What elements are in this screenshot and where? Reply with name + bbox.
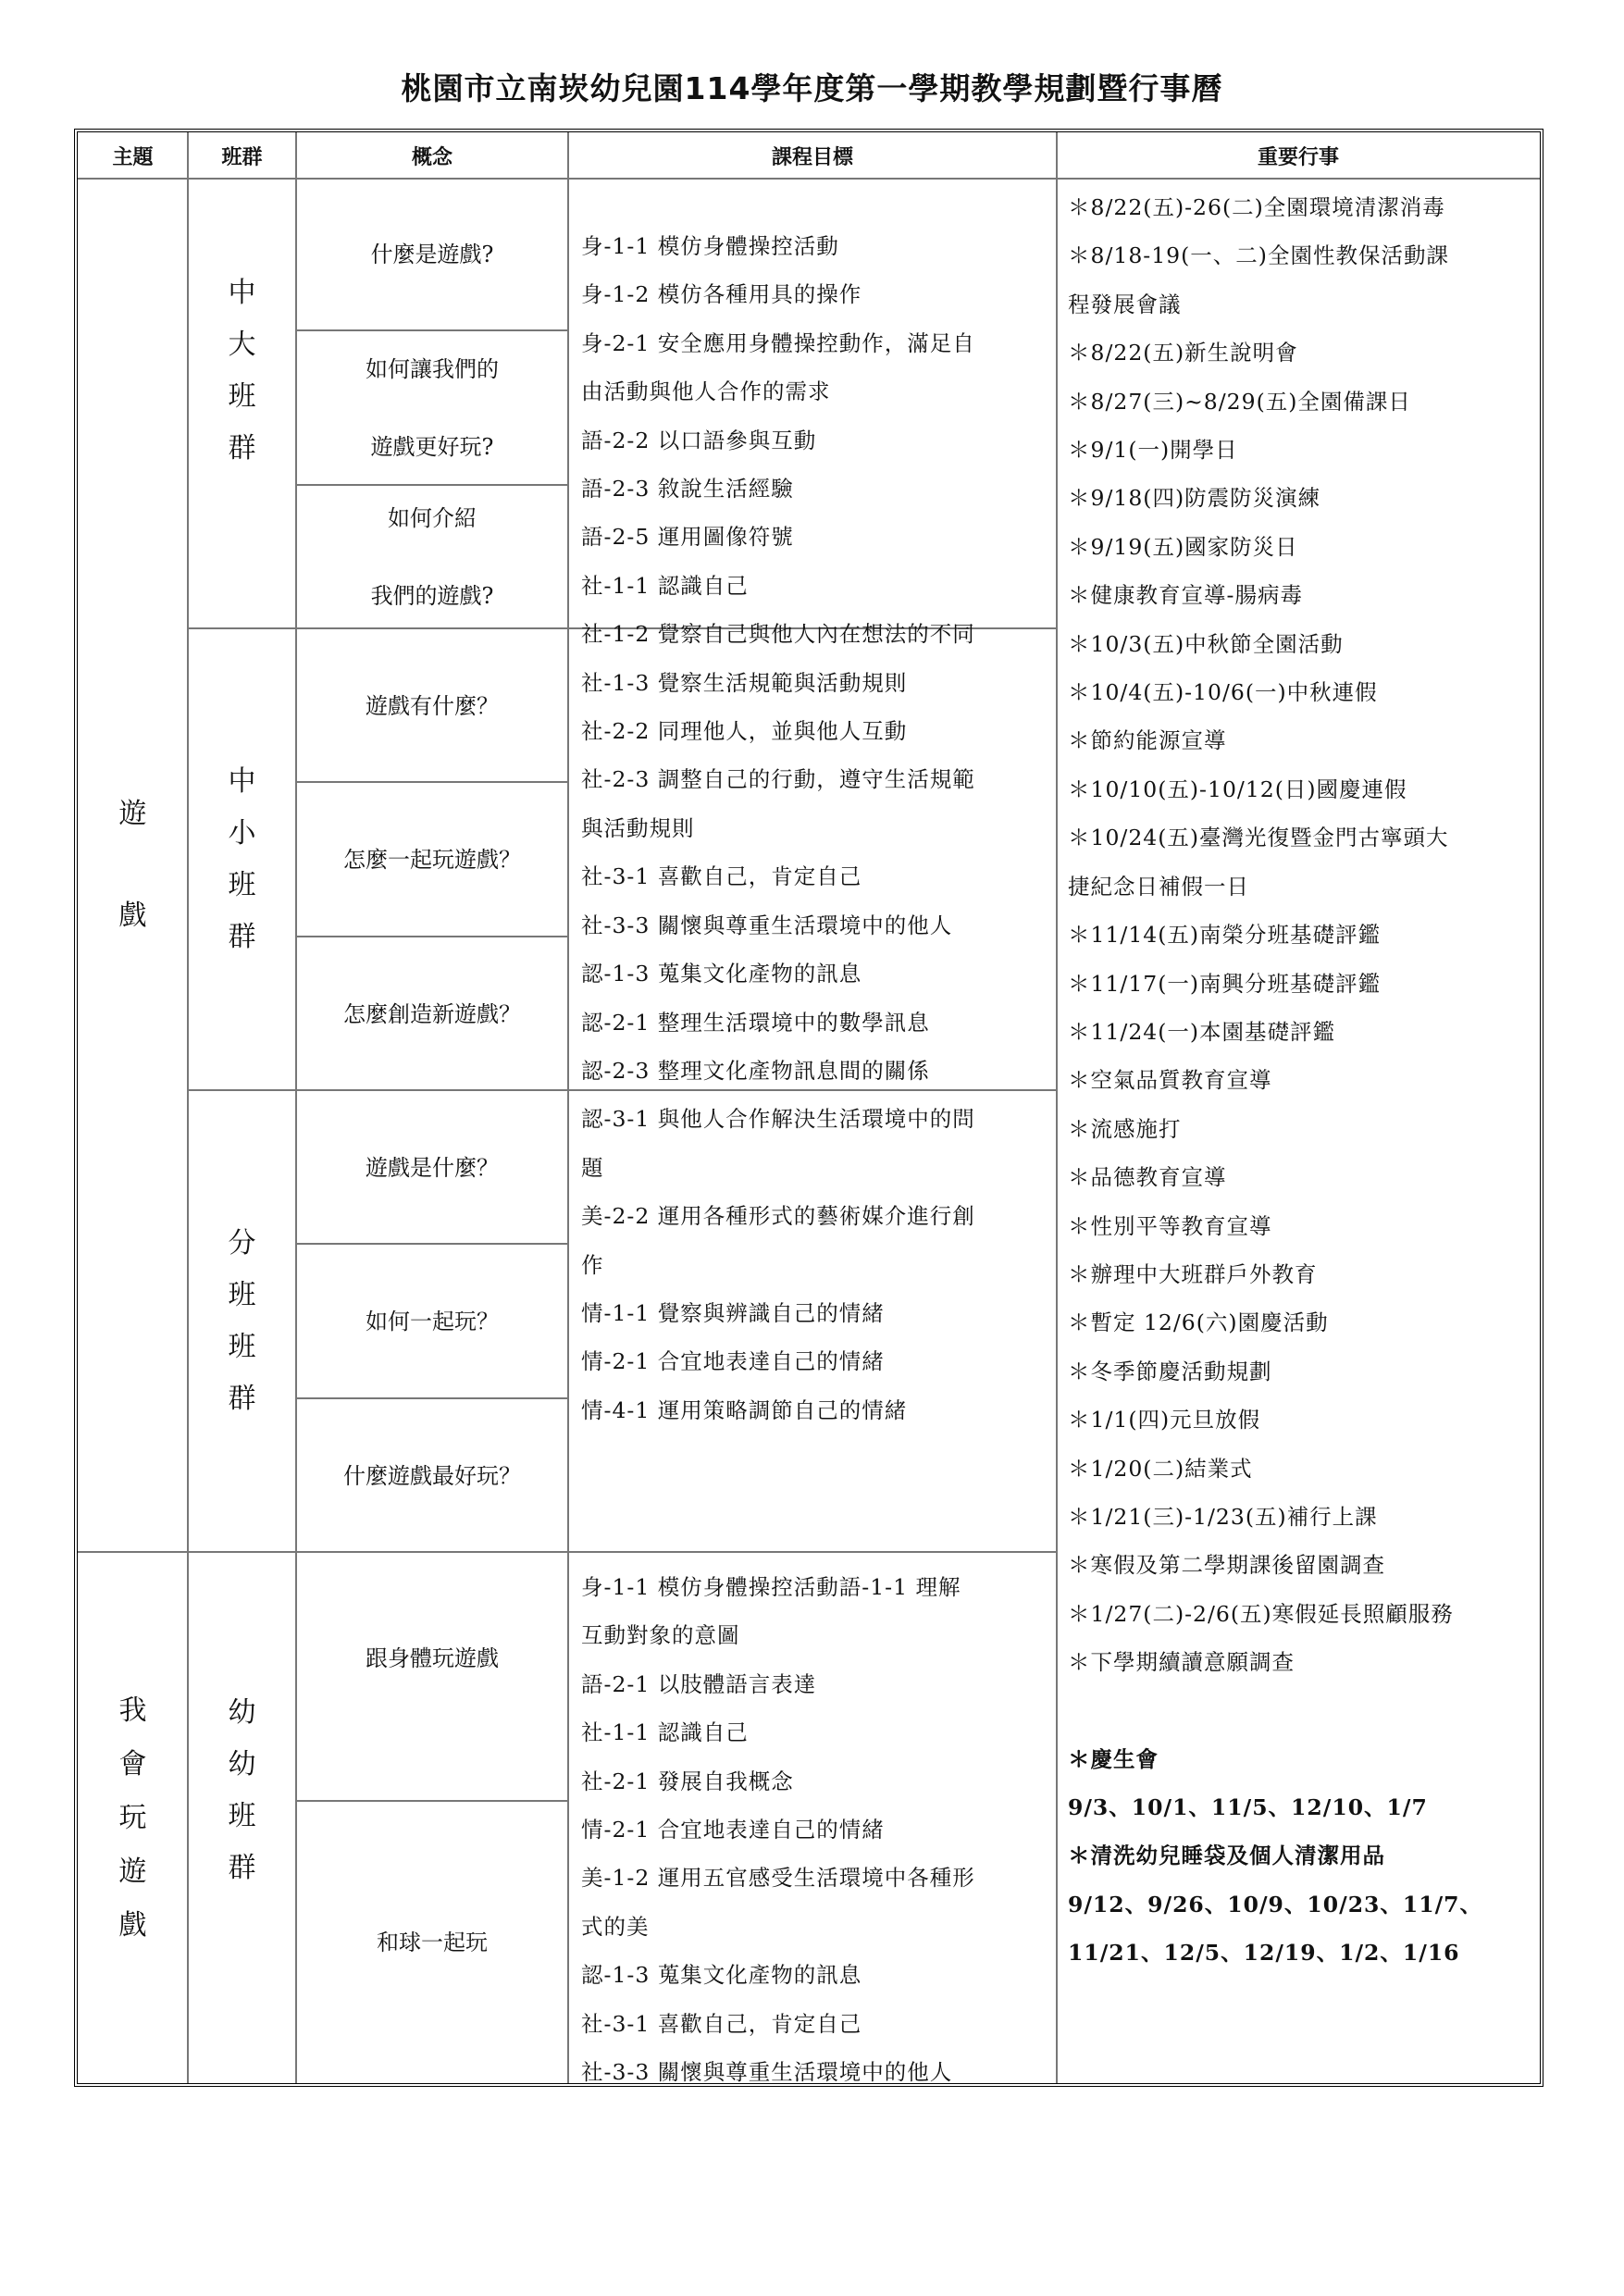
concept-text: 遊戲有什麼？ (366, 692, 499, 719)
concept-text: 怎麼一起玩遊戲？ (343, 847, 521, 873)
page-title: 桃園市立南崁幼兒園114學年度第一學期教學規劃暨行事曆 (401, 70, 1223, 106)
group-char: 中 (228, 765, 256, 798)
course-goal-line: 社-3-3 關懷與尊重生活環境中的他人 (581, 912, 953, 938)
event-line: ＊10/24(五)臺灣光復暨金門古寧頭大 (1068, 825, 1449, 851)
class-group-cell (188, 629, 296, 1090)
event-line: ＊暫定 12/6(六)園慶活動 (1068, 1309, 1329, 1336)
class-group-cell (188, 179, 296, 628)
event-line: ＊11/17(一)南興分班基礎評鑑 (1068, 970, 1382, 997)
event-line: ＊寒假及第二學期課後留園調查 (1068, 1552, 1385, 1579)
course-goal-line: 情-2-1 合宜地表達自己的情緒 (581, 1348, 885, 1375)
course-goal-line: 認-3-1 與他人合作解決生活環境中的問 (581, 1106, 975, 1133)
event-line: ＊品德教育宣導 (1068, 1164, 1227, 1191)
event-extra-line: 11/21、12/5、12/19、1/2、1/16 (1068, 1940, 1460, 1967)
course-goal-line: 情-1-1 覺察與辨識自己的情緒 (581, 1299, 885, 1326)
events-list (1068, 183, 1482, 1978)
concept-text: 和球一起玩 (377, 1930, 488, 1955)
course-goal-line: 社-2-3 調整自己的行動，遵守生活規範 (581, 766, 975, 793)
course-goal-line: 美-1-2 運用五官感受生活環境中各種形 (581, 1865, 975, 1892)
event-line: ＊10/10(五)-10/12(日)國慶連假 (1068, 776, 1407, 802)
concept-cell (296, 486, 568, 628)
course-goal-line: 美-2-2 運用各種形式的藝術媒介進行創 (581, 1203, 975, 1230)
group-char: 幼 (228, 1695, 256, 1729)
course-goal-line: 語-2-2 以口語參與互動 (581, 427, 817, 453)
theme-char: 玩 (118, 1801, 147, 1834)
course-goal-line: 語-2-5 運用圖像符號 (581, 524, 794, 551)
group-char: 分 (228, 1227, 256, 1260)
theme-char: 遊 (118, 1855, 147, 1888)
event-line: ＊8/18-19(一、二)全園性教保活動課 (1068, 242, 1449, 269)
event-extra-line: ＊慶生會 (1068, 1745, 1159, 1772)
event-line: ＊11/24(一)本園基礎評鑑 (1068, 1018, 1336, 1045)
class-group-cell (188, 1091, 296, 1552)
course-goals-list (581, 222, 975, 1434)
course-goal-line: 社-2-2 同理他人，並與他人互動 (581, 718, 908, 745)
course-goal-line: 社-1-2 覺察自己與他人內在想法的不同 (581, 621, 975, 648)
event-line: ＊11/14(五)南榮分班基礎評鑑 (1068, 922, 1382, 949)
course-goal-line: 認-2-1 整理生活環境中的數學訊息 (581, 1009, 930, 1036)
concept-cell (296, 1553, 568, 1801)
event-line: 捷紀念日補假一日 (1068, 873, 1249, 900)
event-line: ＊節約能源宣導 (1068, 727, 1227, 754)
group-char: 大 (228, 329, 256, 361)
course-goal-line: 與活動規則 (581, 814, 695, 841)
theme-char: 戲 (118, 900, 147, 932)
event-extra-line: ＊清洗幼兒睡袋及個人清潔用品 (1068, 1843, 1385, 1869)
concept-text: 跟身體玩遊戲 (366, 1645, 499, 1671)
event-line: ＊1/21(三)-1/23(五)補行上課 (1068, 1503, 1378, 1530)
course-goal-line: 社-1-3 覺察生活規範與活動規則 (581, 669, 908, 696)
event-line: ＊冬季節慶活動規劃 (1068, 1358, 1272, 1384)
concept-cell (296, 629, 568, 782)
concept-text: 什麼是遊戲? (370, 242, 494, 267)
event-line: ＊性別平等教育宣導 (1068, 1212, 1272, 1239)
event-extra-line: 9/3、10/1、11/5、12/10、1/7 (1068, 1794, 1428, 1820)
group-char: 幼 (228, 1747, 256, 1781)
concept-text: 遊戲更好玩? (370, 434, 494, 460)
header-events: 重要行事 (1257, 145, 1339, 169)
group-char: 小 (228, 817, 256, 850)
concept-cell (296, 331, 568, 485)
header-course-goals: 課程目標 (771, 145, 853, 169)
header-concept: 概念 (411, 145, 452, 169)
course-goal-line: 社-1-1 認識自己 (581, 572, 749, 599)
schedule-table (74, 129, 1543, 2087)
concept-cell (296, 783, 568, 937)
course-goal-line: 社-2-1 發展自我概念 (581, 1768, 794, 1794)
concept-text: 怎麼創造新遊戲？ (343, 1000, 521, 1027)
concept-cell (296, 1802, 568, 2083)
group-char: 群 (228, 1383, 256, 1415)
concept-text: 我們的遊戲? (370, 583, 494, 609)
event-line: ＊10/4(五)-10/6(一)中秋連假 (1068, 679, 1378, 706)
course-goal-line: 社-1-1 認識自己 (581, 1719, 749, 1746)
event-line: ＊1/20(二)結業式 (1068, 1455, 1253, 1482)
group-char: 群 (228, 432, 256, 465)
event-line: ＊流感施打 (1068, 1115, 1182, 1142)
group-char: 班 (228, 380, 256, 413)
course-goal-line: 式的美 (581, 1913, 650, 1940)
course-goal-line: 社-3-1 喜歡自己，肯定自己 (581, 863, 862, 890)
course-goal-line: 認-2-3 整理文化產物訊息間的關係 (581, 1057, 930, 1084)
theme-cell (78, 179, 188, 1552)
group-char: 群 (228, 921, 256, 953)
course-goal-line: 身-1-1 模仿身體操控活動語-1-1 理解 (581, 1574, 961, 1600)
group-char: 班 (228, 1331, 256, 1363)
header-theme: 主題 (112, 145, 154, 169)
event-line: ＊8/22(五)-26(二)全園環境清潔消毒 (1068, 194, 1445, 220)
course-goal-line: 認-1-3 蒐集文化產物的訊息 (581, 1962, 862, 1989)
group-char: 班 (228, 1799, 256, 1832)
concept-cell (296, 937, 568, 1090)
group-char: 中 (228, 277, 256, 309)
event-line: ＊8/22(五)新生說明會 (1068, 340, 1298, 366)
event-line: ＊辦理中大班群戶外教育 (1068, 1260, 1318, 1287)
concept-cell (296, 179, 568, 330)
event-line: ＊8/27(三)~8/29(五)全園備課日 (1068, 388, 1411, 415)
course-goal-line: 認-1-3 蒐集文化產物的訊息 (581, 961, 862, 987)
group-char: 班 (228, 869, 256, 901)
group-char: 群 (228, 1851, 256, 1884)
concept-cell (296, 1399, 568, 1552)
course-goals-list (581, 1563, 975, 2096)
course-goal-line: 語-2-3 敘說生活經驗 (581, 476, 794, 503)
theme-cell (78, 1553, 188, 2083)
course-goal-line: 作 (581, 1251, 604, 1278)
event-line: ＊下學期續讀意願調查 (1068, 1649, 1295, 1676)
course-goal-line: 社-3-3 關懷與尊重生活環境中的他人 (581, 2059, 953, 2086)
course-goal-line: 社-3-1 喜歡自己，肯定自己 (581, 2010, 862, 2037)
concept-cell (296, 1091, 568, 1244)
event-line: ＊9/1(一)開學日 (1068, 437, 1238, 464)
event-line: ＊空氣品質教育宣導 (1068, 1067, 1272, 1094)
concept-text: 如何介紹 (388, 505, 477, 531)
concept-text: 如何一起玩？ (366, 1309, 499, 1334)
event-line: 程發展會議 (1068, 291, 1182, 317)
course-goal-line: 語-2-1 以肢體語言表達 (581, 1670, 817, 1697)
course-goal-line: 情-2-1 合宜地表達自己的情緒 (581, 1817, 885, 1843)
course-goal-line: 身-1-2 模仿各種用具的操作 (581, 281, 862, 308)
event-line: ＊1/27(二)-2/6(五)寒假延長照顧服務 (1068, 1600, 1454, 1627)
concept-text: 如何讓我們的 (366, 356, 499, 382)
course-goal-line: 情-4-1 運用策略調節自己的情緒 (581, 1396, 908, 1423)
event-line: ＊10/3(五)中秋節全園活動 (1068, 630, 1344, 657)
event-line: ＊健康教育宣導-腸病毒 (1068, 582, 1303, 609)
concept-text: 什麼遊戲最好玩？ (343, 1462, 521, 1489)
event-line: ＊9/19(五)國家防災日 (1068, 533, 1298, 560)
class-group-cell (188, 1553, 296, 2083)
event-extra-line: 9/12、9/26、10/9、10/23、11/7、 (1068, 1891, 1483, 1917)
course-goal-line: 身-2-1 安全應用身體操控動作，滿足自 (581, 329, 975, 356)
concept-text: 遊戲是什麼？ (366, 1154, 499, 1181)
course-goal-line: 由活動與他人合作的需求 (581, 379, 831, 405)
events-spacer (1068, 1687, 1482, 1735)
column-divider (1056, 132, 1058, 2083)
theme-char: 我 (118, 1694, 147, 1727)
course-goal-line: 身-1-1 模仿身體操控活動 (581, 233, 839, 259)
course-goal-line: 題 (581, 1154, 604, 1181)
event-line: ＊9/18(四)防震防災演練 (1068, 485, 1321, 512)
theme-char: 遊 (118, 798, 147, 830)
theme-char: 戲 (118, 1908, 147, 1942)
course-goal-line: 互動對象的意圖 (581, 1622, 740, 1649)
event-line: ＊1/1(四)元旦放假 (1068, 1407, 1261, 1433)
header-class-group: 班群 (221, 145, 263, 169)
group-char: 班 (228, 1279, 256, 1311)
concept-cell (296, 1245, 568, 1398)
theme-char: 會 (118, 1747, 147, 1781)
